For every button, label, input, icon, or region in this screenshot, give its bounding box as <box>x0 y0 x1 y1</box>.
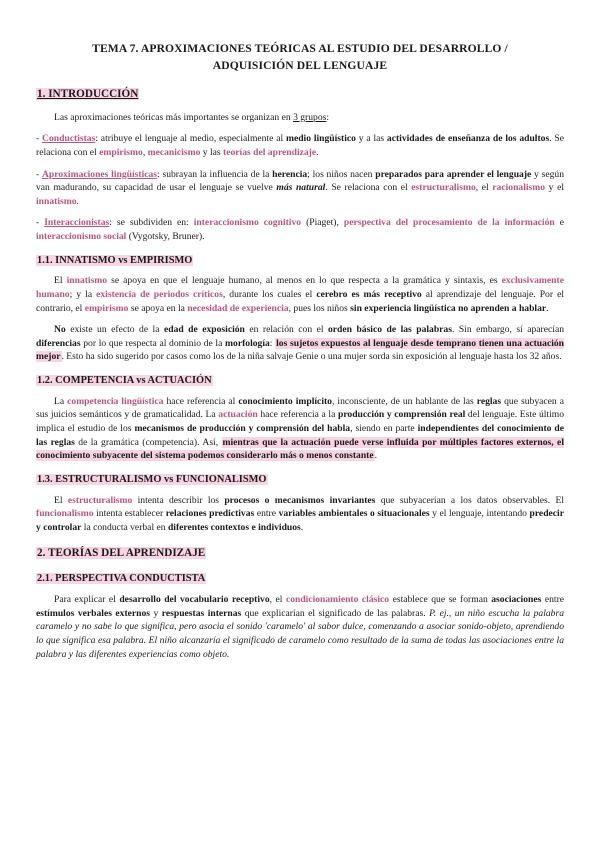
title-line-1: TEMA 7. APROXIMACIONES TEÓRICAS AL ESTUDIO DEL DESARROLLO / <box>92 42 508 55</box>
interaccionistas-paragraph: - Interaccionistas: se subdividen en: interaccionismo cognitivo (Piaget), perspectiva del procesamiento de la información e interaccionismo social (Vygotsky, Bruner). <box>36 217 564 242</box>
no-existe-paragraph: No existe un efecto de la edad de exposición en relación con el orden básico de las palabras. Sin embargo, sí aparecían diferencias por lo que respecta al dominio de la morfología: los sujetos expuestos al lenguaje desde temprano tienen una actuación mejor. Esto ha sido sugerido por casos como los de la niña salvaje Genie o una mujer sorda sin exposición al lenguaje hasta los 32 años. <box>36 324 564 363</box>
competencia-paragraph: La competencia lingüística hace referencia al conocimiento implícito, inconsciente, de un hablante de las reglas que subyacen a sus juicios semánticos y de gramaticalidad. La actuación hace referencia a la producción y comprensión real del lenguaje. Este último implica el estudio de los mecanismos de producción y comprensión del habla, siendo en parte independientes del conocimiento de las reglas de la gramática (competencia). Así, mientras que la actuación puede verse influida por múltiples factores externos, el conocimiento subyacente del sistema podemos considerarlo más o menos constante. <box>36 395 565 462</box>
section-2-1-heading: 2.1. PERSPECTIVA CONDUCTISTA <box>37 573 206 585</box>
innatismo-paragraph: El innatismo se apoya en que el lenguaje humano, al menos en lo que respecta a la gramática y sintaxis, es exclusivamente humano; y la existencia de periodos críticos, durante los cuales el cerebro es más receptivo al aprendizaje del lenguaje. Por el contrario, el empirismo se apoya en la necesidad de experiencia, pues los niños sin experiencia lingüística no aprenden a hablar. <box>36 275 565 314</box>
title-line-2: ADQUISICIÓN DEL LENGUAJE <box>212 59 388 73</box>
intro-paragraph: Las aproximaciones teóricas más importantes se organizan en 3 grupos: <box>54 111 330 123</box>
linguisticas-paragraph: - Aproximaciones lingüísticas: subrayan la influencia de la herencia; los niños nacen preparados para aprender el lenguaje y según van madurando, su capacidad de usar el lenguaje se vuelve más natural. Se relaciona con el estructuralismo, el racionalismo y el innatismo. <box>36 168 564 207</box>
section-1-2-heading: 1.2. COMPETENCIA vs ACTUACIÓN <box>37 374 212 386</box>
section-1-1-heading: 1.1. INNATISMO vs EMPIRISMO <box>37 254 193 266</box>
section-1-heading: 1. INTRODUCCIÓN <box>37 87 139 100</box>
document-title <box>36 40 564 75</box>
perspectiva-paragraph: Para explicar el desarrollo del vocabulario receptivo, el condicionamiento clásico establece que se forman asociaciones entre estímulos verbales externos y respuestas internas que explicarían el significado de las palabras. P. ej., un niño escucha la palabra caramelo y no sabe lo que significa, pero asocia el sonido 'caramelo' al sabor dulce, comenzando a asociar sonido-objeto, aprendiendo lo que significa esa palabra. El niño alcanzaría el significado de caramelo como resultado de la suma de todas las asociaciones entre la palabra y las diferentes experiencias como objeto. <box>36 594 565 660</box>
estructuralismo-paragraph: El estructuralismo intenta describir los procesos o mecanismos invariantes que subyacerían a los datos observables. El funcionalismo intenta establecer relaciones predictivas entre variables ambientales o situacionales y el lenguaje, intentando predecir y controlar la conducta verbal en diferentes contextos e individuos. <box>36 494 565 533</box>
section-1-3-heading: 1.3. ESTRUCTURALISMO vs FUNCIONALISMO <box>37 473 267 485</box>
section-2-heading: 2. TEORÍAS DEL APRENDIZAJE <box>37 547 206 560</box>
conductistas-paragraph: - Conductistas: atribuye el lenguaje al medio, especialmente al medio lingüístico y a las actividades de enseñanza de los adultos. Se relaciona con el empirismo, mecanicismo y las teorías del aprendizaje. <box>36 133 565 158</box>
